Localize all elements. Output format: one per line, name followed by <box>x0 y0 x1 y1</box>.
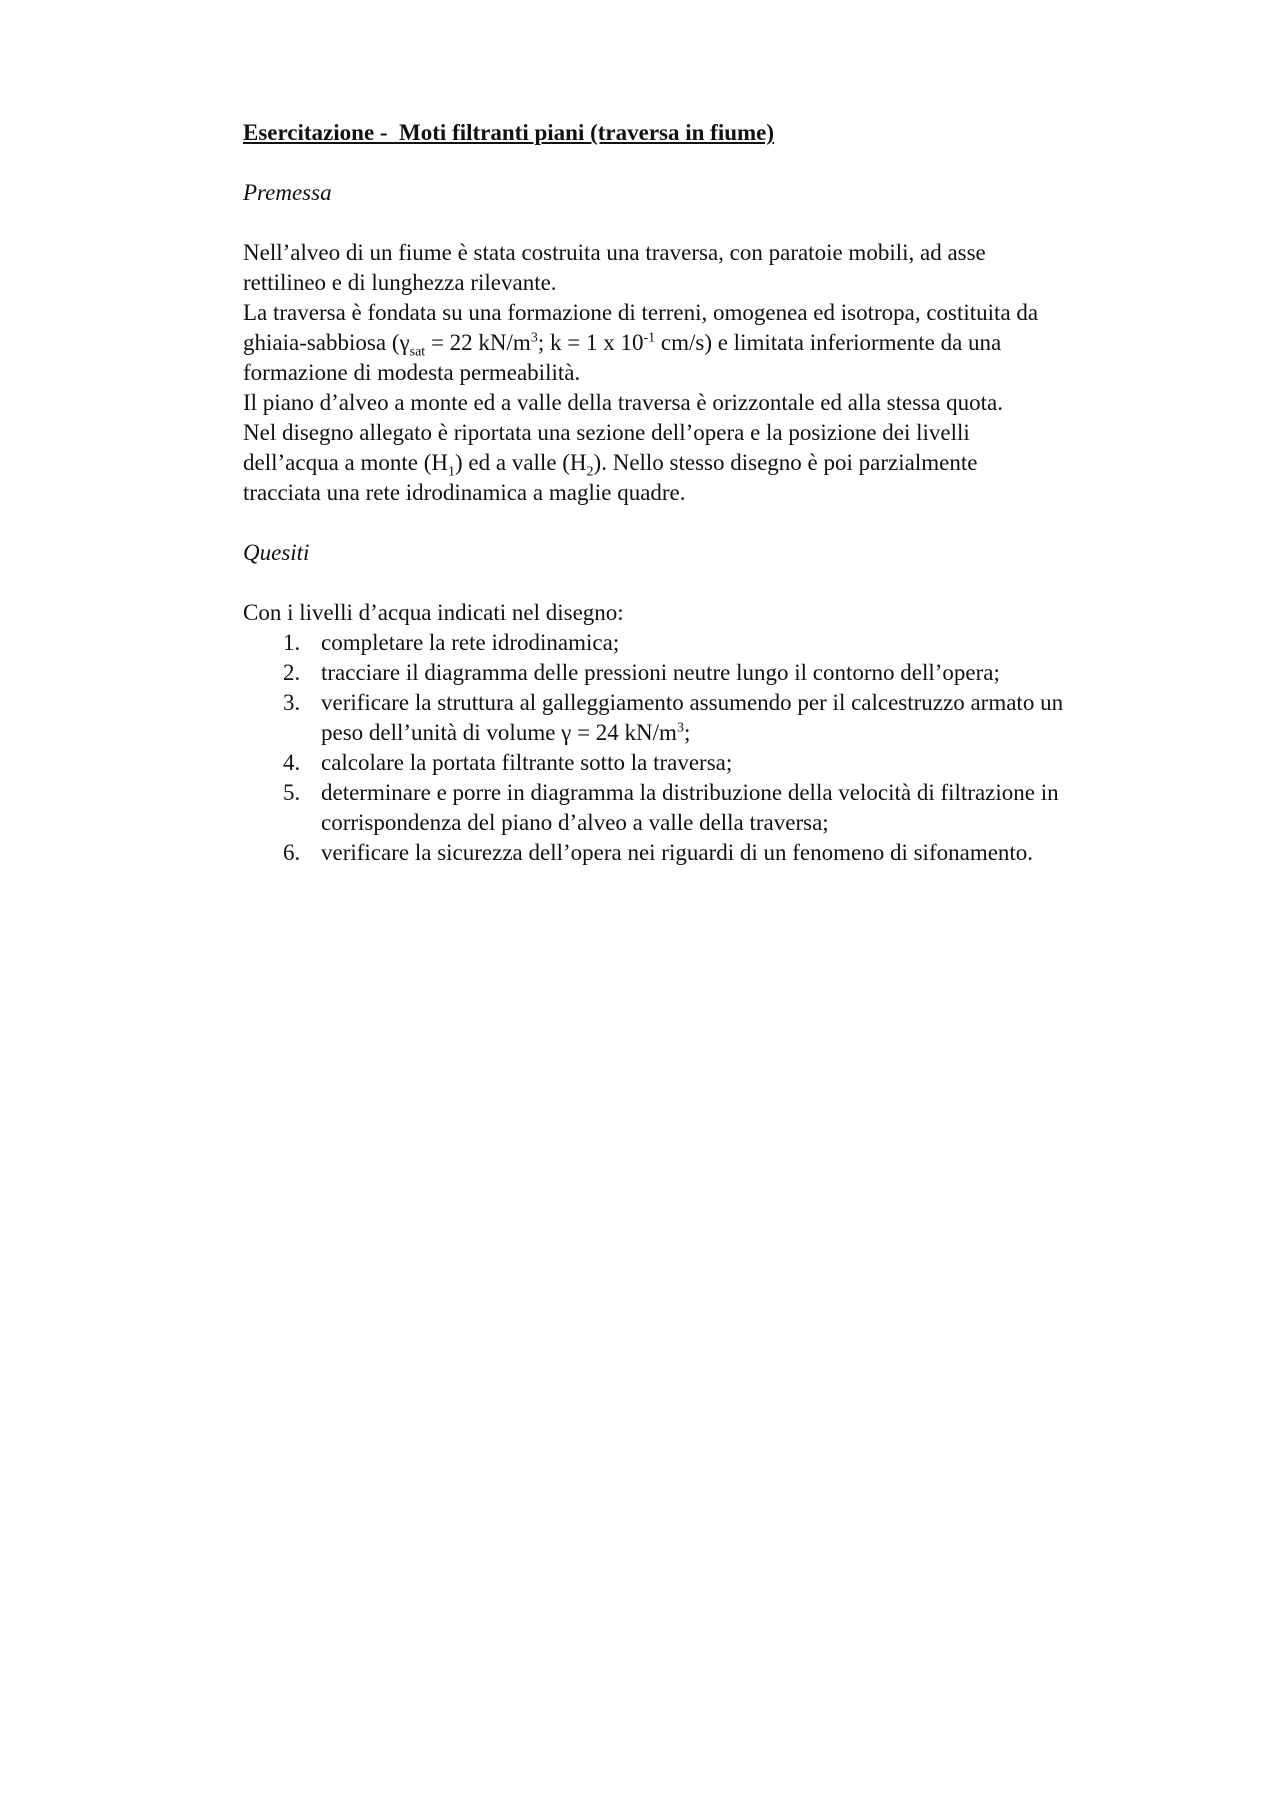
premessa-line-6: Il piano d’alveo a monte ed a valle della traversa è orizzontale ed alla stessa quota. <box>243 390 1003 415</box>
list-item-number: 2. <box>283 660 301 685</box>
list-item <box>243 778 1173 838</box>
list-item-number: 5. <box>283 780 301 805</box>
list-item-number: 1. <box>283 630 301 655</box>
list-item <box>243 838 1173 868</box>
list-item-text: completare la rete idrodinamica; <box>321 630 620 655</box>
list-item-text-continued <box>321 718 1173 748</box>
gamma-text: ghiaia-sabbiosa (γ <box>243 330 410 355</box>
permeability-text: ; k = 1 x 10 <box>537 330 644 355</box>
list-item <box>243 628 1173 658</box>
list-item-number: 4. <box>283 750 301 775</box>
list-item-number: 3. <box>283 690 301 715</box>
premessa-heading: Premessa <box>243 180 332 205</box>
quesiti-heading: Quesiti <box>243 540 310 565</box>
document-page <box>243 118 1173 868</box>
permeability-tail-text: cm/s) e limitata inferiormente da una <box>655 330 1002 355</box>
premessa-line-5: formazione di modesta permeabilità. <box>243 360 581 385</box>
h2-subscript: 2 <box>586 464 594 480</box>
quesiti-intro: Con i livelli d’acqua indicati nel disegno: <box>243 600 624 625</box>
list-item-text-continued: corrispondenza del piano d’alveo a valle della traversa; <box>321 810 829 835</box>
cube-superscript: 3 <box>530 330 538 346</box>
list-item <box>243 658 1173 688</box>
sat-subscript: sat <box>409 344 426 360</box>
premessa-line-9: tracciata una rete idrodinamica a maglie quadre. <box>243 480 686 505</box>
list-item-text: calcolare la portata filtrante sotto la traversa; <box>321 750 733 775</box>
unit-weight-text: = 22 kN/m <box>425 330 531 355</box>
premessa-line-7: Nel disegno allegato è riportata una sezione dell’opera e la posizione dei livelli <box>243 420 970 445</box>
list-item-text: tracciare il diagramma delle pressioni neutre lungo il contorno dell’opera; <box>321 660 1000 685</box>
list-item <box>243 748 1173 778</box>
premessa-line-2: rettilineo e di lunghezza rilevante. <box>243 270 557 295</box>
water-levels-text: dell’acqua a monte (H <box>243 450 448 475</box>
exponent-superscript: -1 <box>643 330 656 346</box>
list-item-text: determinare e porre in diagramma la distribuzione della velocità di filtrazione in <box>321 780 1059 805</box>
water-levels-mid-text: ) ed a valle (H <box>455 450 587 475</box>
h1-subscript: 1 <box>448 464 455 480</box>
premessa-line-8 <box>243 448 1173 478</box>
quesiti-list <box>243 628 1173 868</box>
premessa-line-3: La traversa è fondata su una formazione di terreni, omogenea ed isotropa, costituita da <box>243 300 1039 325</box>
unit-weight-concrete-text: peso dell’unità di volume γ = 24 kN/m <box>321 720 677 745</box>
premessa-line-4 <box>243 328 1173 358</box>
list-item <box>243 688 1173 748</box>
premessa-line-1: Nell’alveo di un fiume è stata costruita una traversa, con paratoie mobili, ad asse <box>243 240 986 265</box>
cube-superscript: 3 <box>676 720 684 736</box>
document-title: Esercitazione - Moti filtranti piani (traversa in fiume) <box>243 120 775 145</box>
list-item-text: verificare la sicurezza dell’opera nei riguardi di un fenomeno di sifonamento. <box>321 840 1034 865</box>
premessa-paragraph <box>243 238 1173 508</box>
list-item-text: verificare la struttura al galleggiamento assumendo per il calcestruzzo armato un <box>321 690 1064 715</box>
water-levels-tail-text: ). Nello stesso disegno è poi parzialmente <box>593 450 978 475</box>
list-item-number: 6. <box>283 840 301 865</box>
semicolon-text: ; <box>683 720 691 745</box>
